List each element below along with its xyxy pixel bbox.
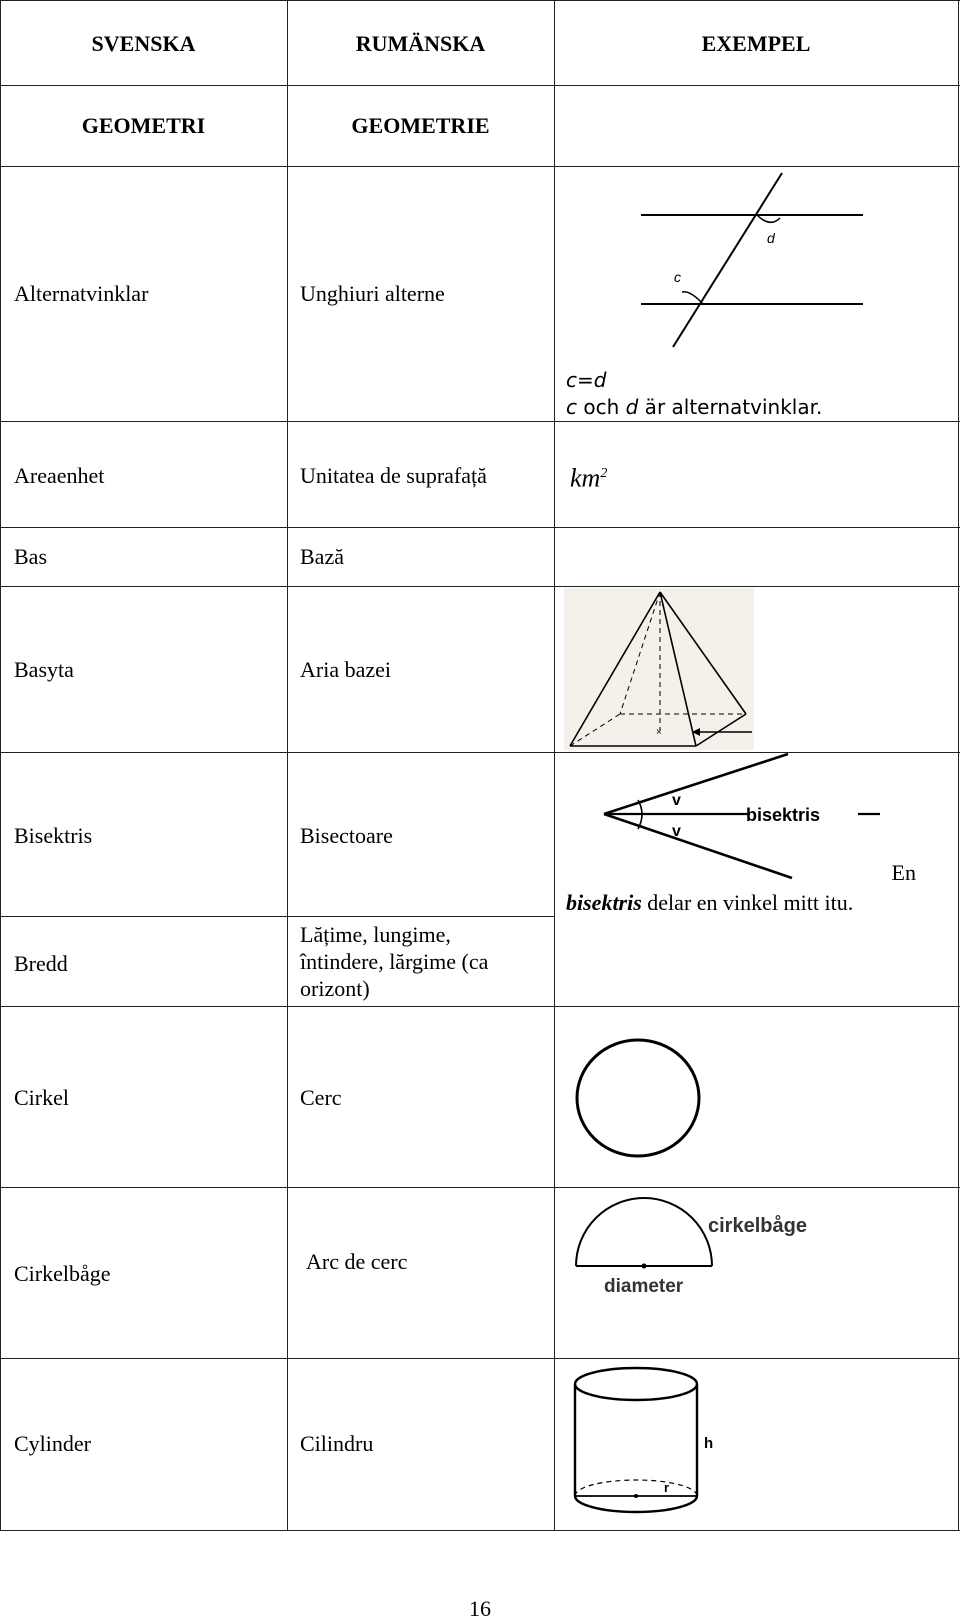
label-d: d [767,230,775,246]
radius-label: r [664,1480,670,1495]
alternate-angles-figure [630,170,870,350]
header-romanian: RUMÄNSKA [355,31,486,56]
pyramid-figure [564,588,754,750]
bisector-caption: bisektris delar en vinkel mitt itu. [566,890,854,915]
term-sv: Bas [14,544,47,569]
arc-figure [572,1194,832,1294]
term-ro: Cerc [300,1085,342,1110]
term-ro: Unghiuri alterne [300,281,445,306]
height-label: h [704,1435,714,1452]
alt-caption-1: c=d [566,368,607,392]
term-ro: Cilindru [300,1431,374,1456]
alt-caption-2: c och d är alternatvinklar. [566,395,823,419]
header-example: EXEMPEL [701,31,811,56]
circle-figure [572,1036,708,1160]
term-sv: Alternatvinklar [14,281,149,306]
svg-text:v: v [672,792,681,809]
diameter-label: diameter [604,1276,684,1294]
transversal-line [673,173,782,347]
bisektris-label: bisektris [746,805,821,825]
term-sv: Cylinder [14,1431,91,1456]
term-sv: Cirkel [14,1085,69,1110]
section-romanian: GEOMETRIE [351,113,490,138]
label-c: c [674,269,681,285]
unit-km2: $km^2$ [570,463,608,493]
arc-label: cirkelbåge [708,1215,807,1237]
term-sv: Bredd [14,951,68,976]
term-ro: Arc de cerc [306,1249,408,1274]
angle-d-arc [757,215,780,222]
term-ro: Bază [300,544,344,569]
cylinder-figure [572,1364,732,1526]
figure-background [564,588,754,750]
angle-c-arc [682,292,703,304]
section-swedish: GEOMETRI [81,113,206,138]
term-ro: Unitatea de suprafață [300,463,487,488]
term-sv: Cirkelbåge [14,1261,111,1286]
term-ro: Lățime, lungime, întindere, lărgime (ca orizont) [300,922,489,1001]
page-number: 16 [469,1596,491,1621]
term-sv: Basyta [14,657,74,682]
term-sv: Areaenhet [14,463,105,488]
svg-text:×: × [656,727,662,738]
term-ro: Aria bazei [300,657,391,682]
bisector-caption-pre: En [891,860,916,885]
header-swedish: SVENSKA [91,31,196,56]
term-ro: Bisectoare [300,823,393,848]
svg-text:v: v [672,823,681,840]
term-sv: Bisektris [14,823,93,848]
